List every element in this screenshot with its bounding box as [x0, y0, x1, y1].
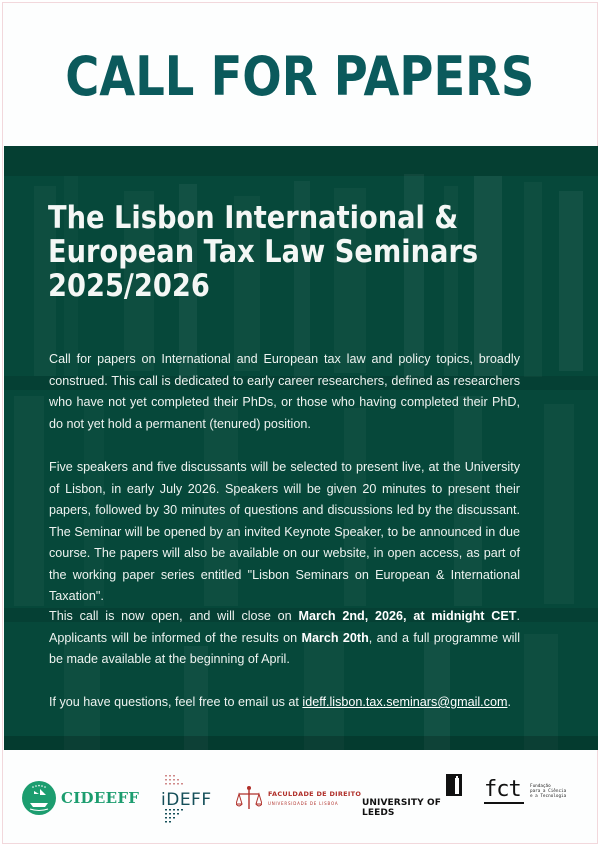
format-paragraph: Five speakers and five discussants will be selected to present live, at the University of Lisbon, in early July 2026. Speakers will be given 20 minutes to present their papers, followed by 30 minutes of questions and discussions led by the discussant. The Seminar will be opened by an invited Keynote Speaker, to be announced in due course. The papers will also be available on our website, in open access, as part of the working paper series entitled "Lisbon Seminars on European & International Taxation".: [49, 460, 520, 603]
seminar-title-line-1: The Lisbon International &: [48, 200, 459, 236]
ideff-label: iDEFF: [161, 790, 212, 810]
seminar-title: [48, 201, 506, 303]
leeds-label: UNIVERSITY OF LEEDS: [362, 798, 441, 818]
scales-of-justice-icon: [236, 785, 262, 811]
poster: [2, 2, 598, 844]
cideeff-logo: [22, 781, 139, 815]
fct-label: fct: [484, 777, 521, 802]
cideeff-label: CIDEEFF: [61, 789, 140, 807]
content-panel: [4, 146, 598, 750]
partner-logos: [3, 751, 597, 841]
header: [3, 3, 597, 146]
contact-paragraph: If you have questions, feel free to email us at ideff.lisbon.tax.seminars@gmail.com.: [49, 695, 511, 709]
faculdade-direito-logo: [236, 785, 361, 811]
fct-logo: [484, 779, 566, 804]
results-date: March 20th: [301, 630, 369, 645]
intro-paragraph: Call for papers on International and European tax law and policy topics, broadly construed. This call is dedicated to early career researchers, defined as researchers who have not yet completed their PhDs, or those who having completed their PhD, do not yet hold a permanent (tenured) position.: [49, 352, 520, 431]
fct-subtitle: Fundação para a Ciência e a Tecnologia: [530, 783, 567, 799]
leeds-tower-icon: [446, 774, 462, 796]
email-link[interactable]: ideff.lisbon.tax.seminars@gmail.com: [302, 695, 508, 709]
closing-date: March 2nd, 2026, at midnight CET: [298, 609, 517, 623]
faculdade-label: FACULDADE DE DIREITO: [268, 790, 362, 798]
cideeff-emblem-icon: [22, 781, 56, 815]
leeds-logo: [362, 774, 464, 818]
seminar-title-line-3: 2025/2026: [48, 268, 210, 304]
seminar-title-line-2: European Tax Law Seminars: [48, 234, 479, 270]
deadline-paragraph: This call is now open, and will close on March 2nd, 2026, at midnight CET. Applicants will be informed of the results on March 20th, and a full programme will be made available at the beginning of April.: [49, 609, 520, 666]
universidade-lisboa-label: UNIVERSIDADE DE LISBOA: [268, 801, 339, 806]
ideff-logo: [159, 773, 212, 827]
page-title: CALL FOR PAPERS: [65, 45, 535, 108]
